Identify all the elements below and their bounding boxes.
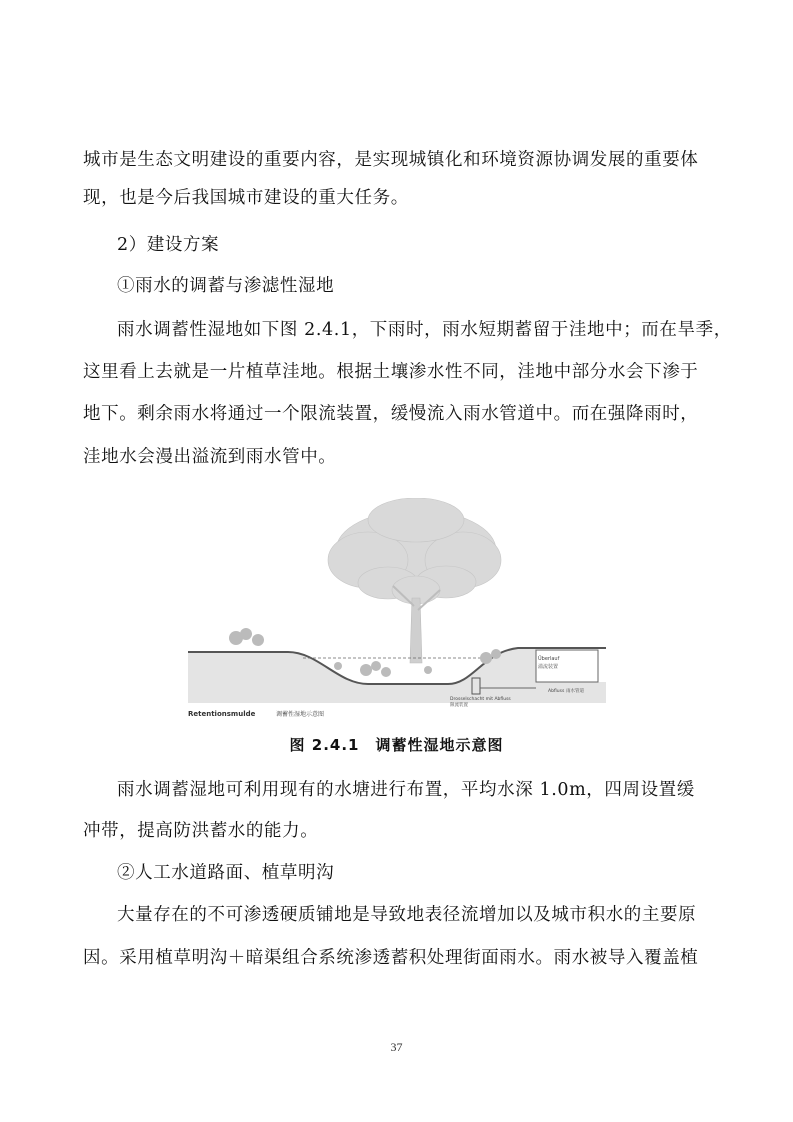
figure-caption: 图 2.4.1 调蓄性湿地示意图 <box>289 736 504 754</box>
wetland-diagram <box>188 498 606 726</box>
paragraph-line: 城市是生态文明建设的重要内容，是实现城镇化和环境资源协调发展的重要体 <box>83 150 699 170</box>
overflow-label: Überlauf <box>538 656 560 662</box>
subsection-heading: ①雨水的调蓄与渗滤性湿地 <box>117 276 335 296</box>
sewer-label: Abfluss <box>548 689 565 694</box>
paragraph-line: 这里看上去就是一片植草洼地。根据土壤渗水性不同，洼地中部分水会下渗于 <box>83 362 699 382</box>
section-heading: 2）建设方案 <box>117 235 220 255</box>
throttle-label: Drosselschacht mit Abfluss <box>450 697 511 702</box>
throttle-label-cn: 限流装置 <box>450 703 468 708</box>
paragraph-line: 雨水调蓄性湿地如下图 2.4.1，下雨时，雨水短期蓄留于洼地中；而在旱季， <box>117 320 732 340</box>
tree-illustration <box>328 498 501 604</box>
paragraph-line: 因。采用植草明沟＋暗渠组合系统渗透蓄积处理街面雨水。雨水被导入覆盖植 <box>83 948 699 968</box>
subsection-heading: ②人工水道路面、植草明沟 <box>117 863 335 883</box>
paragraph-line: 现，也是今后我国城市建设的重大任务。 <box>83 188 409 208</box>
overflow-label-cn: 溢流装置 <box>538 664 559 670</box>
paragraph-line: 雨水调蓄湿地可利用现有的水塘进行布置，平均水深 1.0m，四周设置缓 <box>117 780 695 800</box>
paragraph-line: 地下。剩余雨水将通过一个限流装置，缓慢流入雨水管道中。而在强降雨时， <box>83 404 699 424</box>
figure-label-main: Retentionsmulde <box>188 710 256 718</box>
sewer-label-cn: 雨水管道 <box>566 689 584 694</box>
paragraph-line: 洼地水会漫出溢流到雨水管中。 <box>83 447 337 467</box>
figure-label-sub: 调蓄性湿地示意图 <box>276 711 325 718</box>
paragraph-line: 冲带，提高防洪蓄水的能力。 <box>83 821 319 841</box>
paragraph-line: 大量存在的不可渗透硬质铺地是导致地表径流增加以及城市积水的主要原 <box>117 905 697 925</box>
page-number: 37 <box>390 1040 403 1054</box>
